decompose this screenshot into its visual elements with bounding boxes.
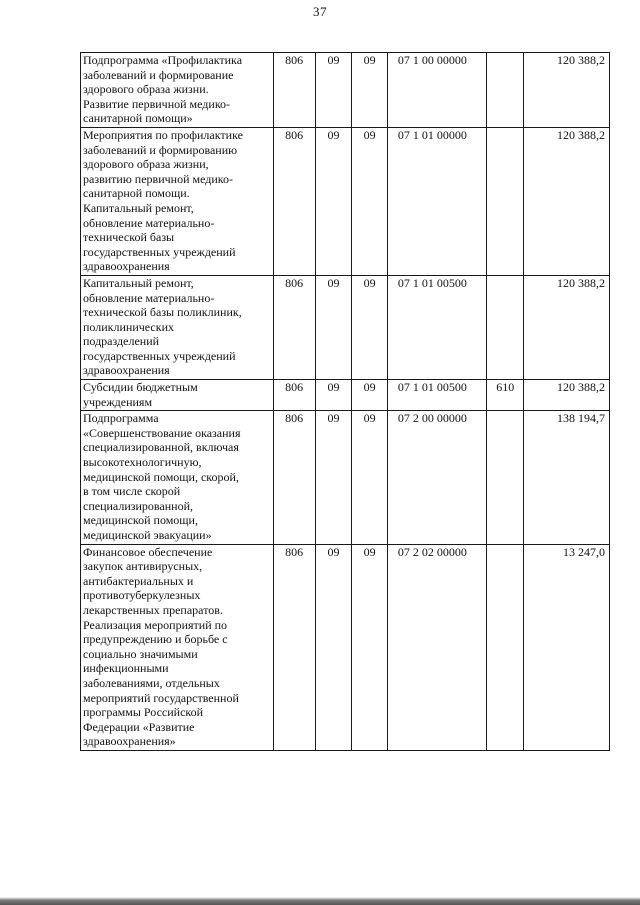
amount-cell: 120 388,2 <box>524 127 610 275</box>
page-number: 37 <box>313 4 327 19</box>
scan-edge-artifact <box>0 897 640 905</box>
row-name-line: специализированной, включая <box>83 440 239 455</box>
row-name-line: в том числе скорой <box>83 484 181 499</box>
row-name-cell <box>81 411 274 544</box>
row-name-line: Капитальный ремонт, <box>83 275 194 290</box>
row-name-line: здорового образа жизни, <box>83 157 209 172</box>
subsection-cell: 09 <box>352 380 388 411</box>
target-article-cell: 07 1 01 00500 <box>387 275 487 379</box>
amount-cell: 120 388,2 <box>524 275 610 379</box>
table-row <box>81 275 610 379</box>
target-article-cell: 07 1 01 00500 <box>387 380 487 411</box>
row-name-line: здравоохранения <box>83 363 170 378</box>
section-cell: 09 <box>315 544 352 750</box>
table-row <box>81 53 610 128</box>
expense-type-cell: 610 <box>487 380 524 411</box>
row-name-line: медицинской эвакуации» <box>83 528 212 542</box>
row-name-line: санитарной помощи» <box>83 111 193 126</box>
admin-code-cell: 806 <box>273 127 315 275</box>
row-name-line: предупреждению и борьбе с <box>83 632 228 647</box>
section-cell: 09 <box>315 127 352 275</box>
admin-code-cell: 806 <box>273 275 315 379</box>
budget-table <box>80 52 610 751</box>
target-article-cell: 07 1 00 00000 <box>387 53 487 128</box>
row-name-line: медицинской помощи, <box>83 513 198 528</box>
target-article-cell: 07 1 01 00000 <box>387 127 487 275</box>
row-name-cell <box>81 544 274 750</box>
row-name-line: специализированной, <box>83 498 194 513</box>
admin-code-cell: 806 <box>273 411 315 544</box>
row-name-line: Финансовое обеспечение <box>83 544 213 559</box>
row-name-line: Капитальный ремонт, <box>83 200 194 215</box>
row-name-line: Подпрограмма <box>83 411 159 426</box>
row-name-line: обновление материально- <box>83 215 215 230</box>
row-name-cell <box>81 127 274 275</box>
expense-type-cell <box>487 544 524 750</box>
row-name-line: поликлинических <box>83 319 174 334</box>
row-name-line: медицинской помощи, скорой, <box>83 469 239 484</box>
table-body <box>81 53 610 751</box>
row-name-line: заболеваниями, отдельных <box>83 675 220 690</box>
row-name-line: заболеваний и формированию <box>83 142 238 157</box>
row-name-line: Развитие первичной медико- <box>83 96 231 111</box>
row-name-line: Реализация мероприятий по <box>83 617 228 632</box>
expense-type-cell <box>487 53 524 128</box>
section-cell: 09 <box>315 411 352 544</box>
row-name-line: лекарственных препаратов. <box>83 602 223 617</box>
target-article-cell: 07 2 00 00000 <box>387 411 487 544</box>
amount-cell: 13 247,0 <box>524 544 610 750</box>
row-name-line: Федерации «Развитие <box>83 719 195 734</box>
row-name-cell <box>81 53 274 128</box>
row-name-line: заболеваний и формирование <box>83 67 234 82</box>
row-name-line: высокотехнологичную, <box>83 455 202 470</box>
subsection-cell: 09 <box>352 53 388 128</box>
section-cell: 09 <box>315 380 352 411</box>
row-name-line: технической базы <box>83 230 175 245</box>
row-name-line: антибактериальных и <box>83 573 194 588</box>
expense-type-cell <box>487 127 524 275</box>
row-name-line: развитию первичной медико- <box>83 171 234 186</box>
table-row <box>81 544 610 750</box>
table-row <box>81 127 610 275</box>
row-name-line: здравоохранения <box>83 259 170 274</box>
table-row <box>81 411 610 544</box>
row-name-line: Мероприятия по профилактике <box>83 127 243 142</box>
admin-code-cell: 806 <box>273 544 315 750</box>
subsection-cell: 09 <box>352 127 388 275</box>
row-name-line: противотуберкулезных <box>83 588 201 603</box>
row-name-line: учреждениям <box>83 394 153 409</box>
subsection-cell: 09 <box>352 544 388 750</box>
row-name-line: здорового образа жизни. <box>83 82 209 97</box>
row-name-line: Подпрограмма «Профилактика <box>83 53 243 67</box>
row-name-cell <box>81 380 274 411</box>
row-name-line: «Совершенствование оказания <box>83 425 241 440</box>
expense-type-cell <box>487 275 524 379</box>
row-name-line: санитарной помощи. <box>83 186 190 201</box>
row-name-line: программы Российской <box>83 705 204 720</box>
expense-type-cell <box>487 411 524 544</box>
row-name-line: подразделений <box>83 334 160 349</box>
section-cell: 09 <box>315 275 352 379</box>
amount-cell: 120 388,2 <box>524 53 610 128</box>
row-name-line: государственных учреждений <box>83 348 236 363</box>
row-name-line: мероприятий государственной <box>83 690 239 705</box>
target-article-cell: 07 2 02 00000 <box>387 544 487 750</box>
row-name-line: государственных учреждений <box>83 244 236 259</box>
subsection-cell: 09 <box>352 275 388 379</box>
row-name-line: обновление материально- <box>83 290 215 305</box>
row-name-line: социально значимыми <box>83 646 198 661</box>
section-cell: 09 <box>315 53 352 128</box>
admin-code-cell: 806 <box>273 380 315 411</box>
row-name-line: здравоохранения» <box>83 734 176 749</box>
row-name-line: Субсидии бюджетным <box>83 380 198 395</box>
row-name-line: технической базы поликлиник, <box>83 305 242 320</box>
row-name-line: закупок антивирусных, <box>83 559 203 574</box>
amount-cell: 120 388,2 <box>524 380 610 411</box>
subsection-cell: 09 <box>352 411 388 544</box>
row-name-line: инфекционными <box>83 661 169 676</box>
table-row <box>81 380 610 411</box>
row-name-cell <box>81 275 274 379</box>
amount-cell: 138 194,7 <box>524 411 610 544</box>
admin-code-cell: 806 <box>273 53 315 128</box>
